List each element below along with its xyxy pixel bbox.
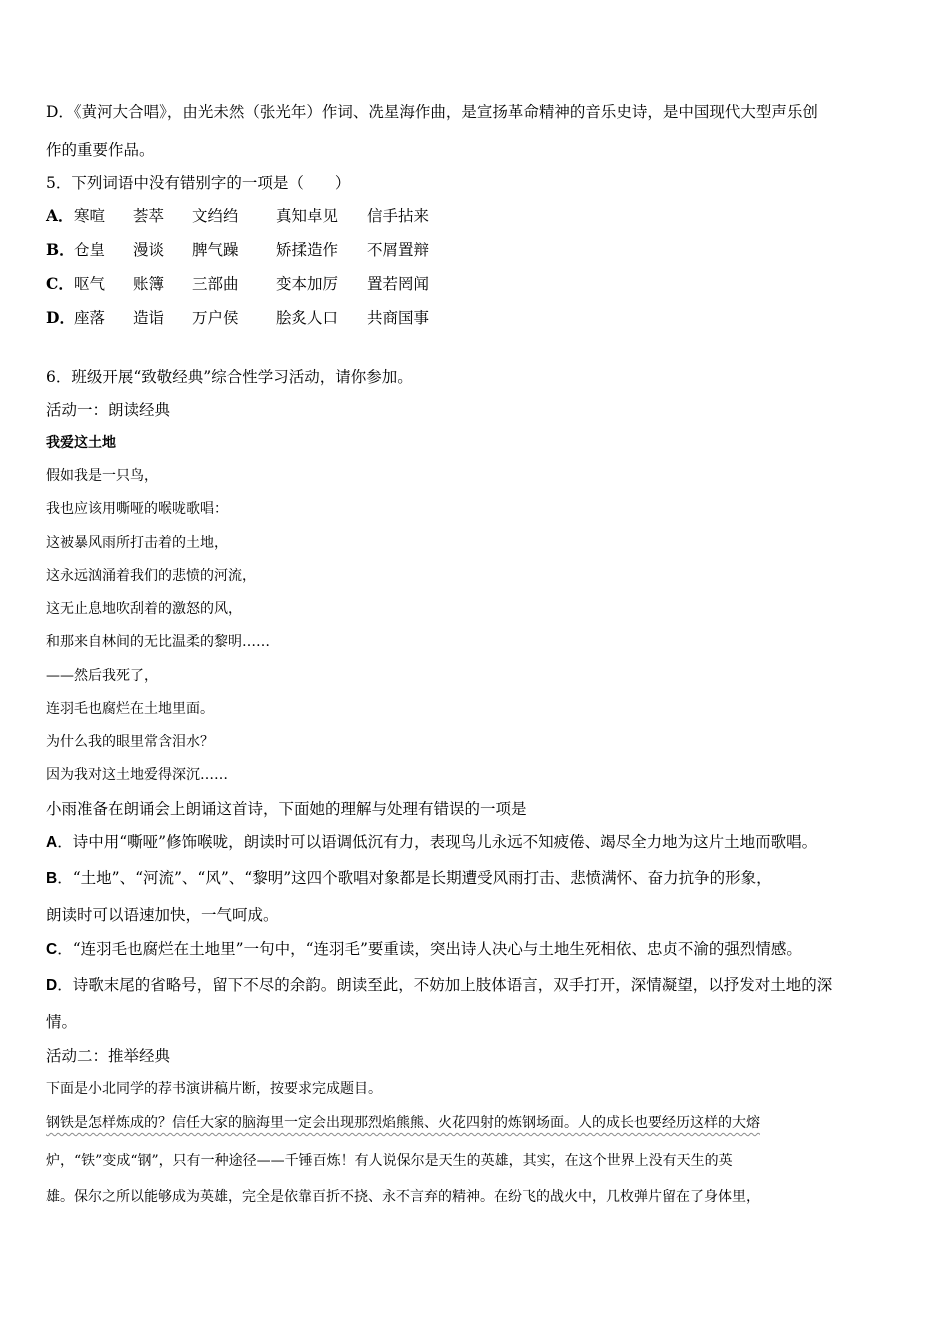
q5-word: 信手拈来	[367, 207, 430, 225]
q6-option-b-line1	[46, 868, 772, 889]
speech-line: 炉，“铁”变成“钢”，只有一种途径——千锤百炼！有人说保尔是天生的英雄，其实，在这个世界上没有天生的英	[46, 1153, 733, 1169]
q5-word: 置若罔闻	[367, 275, 430, 293]
activity2-heading: 活动二：推举经典	[46, 1047, 171, 1065]
option-dot: ．	[57, 940, 73, 958]
q5-word: 不屑置辩	[367, 241, 430, 259]
q5-option-label: B．	[46, 240, 75, 259]
q5-word: 脾气躁	[192, 241, 239, 259]
poem-line: 为什么我的眼里常含泪水？	[46, 734, 214, 750]
q5-word: 矫揉造作	[276, 241, 339, 259]
option-letter: C	[46, 941, 58, 958]
q5-word: 造诣	[133, 309, 165, 327]
q4-option-d-line2: 作的重要作品。	[46, 141, 155, 159]
q5-stem: 5．下列词语中没有错别字的一项是（ ）	[46, 174, 351, 192]
q5-word: 真知卓见	[276, 207, 339, 225]
q5-word: 共商国事	[367, 309, 430, 327]
q6-option-a	[46, 832, 817, 853]
q5-word: 漫谈	[133, 241, 165, 259]
poem-title: 我爱这土地	[46, 435, 116, 451]
q5-option-label: D．	[46, 308, 75, 327]
poem-line: 连羽毛也腐烂在土地里面。	[46, 701, 214, 717]
speech-line: 钢铁是怎样炼成的？信任大家的脑海里一定会出现那烈焰熊熊、火花四射的炼钢场面。人的成长也要经历这样的大熔	[46, 1115, 760, 1131]
q5-option-label: C．	[46, 274, 74, 293]
option-text: 诗中用“嘶哑”修饰喉咙，朗读时可以语调低沉有力，表现鸟儿永远不知疲倦、竭尽全力地为这片土地而歌唱。	[72, 833, 818, 851]
q5-word: 仓皇	[74, 241, 106, 259]
option-dot: ．	[57, 869, 73, 887]
speech-line: 雄。保尔之所以能够成为英雄，完全是依靠百折不挠、永不言弃的精神。在纷飞的战火中，几枚弹片留在了身体里，	[46, 1189, 760, 1205]
option-text: “连羽毛也腐烂在土地里”一句中，“连羽毛”要重读，突出诗人决心与土地生死相依、忠贞不渝的强烈情感。	[72, 940, 802, 958]
q5-word: 呕气	[74, 275, 106, 293]
activity1-heading: 活动一：朗读经典	[46, 401, 171, 419]
q5-word: 荟萃	[133, 207, 165, 225]
option-letter: B	[46, 870, 58, 887]
option-text: 诗歌末尾的省略号，留下不尽的余韵。朗读至此，不妨加上肢体语言，双手打开，深情凝望，以抒发对土地的深	[72, 976, 833, 994]
q5-word: 文绉绉	[192, 207, 239, 225]
poem-line: 和那来自林间的无比温柔的黎明……	[46, 634, 270, 650]
option-text: “土地”、“河流”、“风”、“黎明”这四个歌唱对象都是长期遭受风雨打击、悲愤满怀、奋力抗争的形象，	[72, 869, 772, 887]
q5-word: 万户侯	[192, 309, 239, 327]
q5-word: 座落	[74, 309, 106, 327]
q6-option-d-line1	[46, 975, 832, 996]
speech-intro: 下面是小北同学的荐书演讲稿片断，按要求完成题目。	[46, 1081, 382, 1097]
q5-word: 变本加厉	[276, 275, 339, 293]
q5-word: 脍炙人口	[276, 309, 339, 327]
poem-line: ——然后我死了，	[46, 668, 158, 684]
q6-question: 小雨准备在朗诵会上朗诵这首诗，下面她的理解与处理有错误的一项是	[46, 800, 527, 818]
q5-option-label: A．	[46, 206, 74, 225]
option-dot: ．	[57, 976, 73, 994]
poem-line: 这无止息地吹刮着的激怒的风，	[46, 601, 242, 617]
option-letter: A	[46, 834, 58, 851]
option-dot: ．	[57, 833, 73, 851]
option-letter: D	[46, 977, 58, 994]
poem-line: 因为我对这土地爱得深沉……	[46, 767, 228, 783]
poem-line: 这被暴风雨所打击着的土地，	[46, 535, 228, 551]
poem-line: 这永远汹涌着我们的悲愤的河流，	[46, 568, 256, 584]
q5-word: 寒喧	[74, 207, 106, 225]
q6-option-c	[46, 939, 802, 960]
poem-line: 我也应该用嘶哑的喉咙歌唱：	[46, 501, 228, 517]
q6-option-b-line2: 朗读时可以语速加快，一气呵成。	[46, 906, 279, 924]
q5-word: 账簿	[133, 275, 165, 293]
q4-option-d-line1: D．《黄河大合唱》，由光未然（张光年）作词、冼星海作曲，是宣扬革命精神的音乐史诗，是中国现代大型声乐创	[46, 103, 818, 121]
poem-line: 假如我是一只鸟，	[46, 468, 158, 484]
q6-option-d-line2: 情。	[46, 1013, 78, 1031]
q6-stem: 6．班级开展“致敬经典”综合性学习活动，请你参加。	[46, 368, 413, 386]
q5-word: 三部曲	[192, 275, 239, 293]
